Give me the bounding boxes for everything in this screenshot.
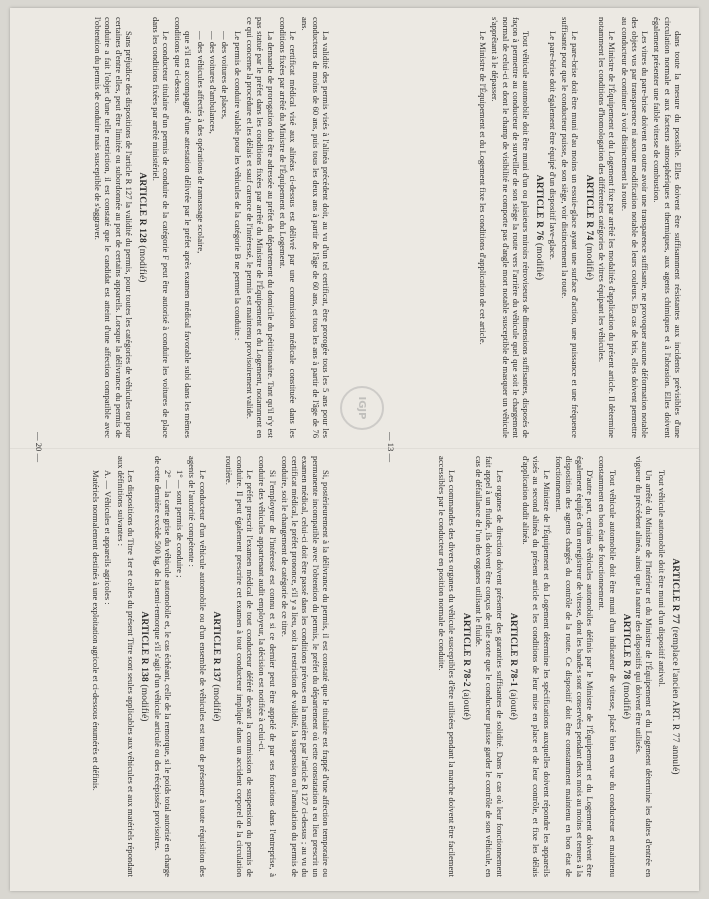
paragraph: Le pare-brise doit être muni d'au moins un essuie-glace ayant une surface d'action, une puissance et une fréquence suffisante pour que le conducteur puisse, de son siège, voir distinctement la route.	[560, 17, 581, 438]
article-heading: ARTICLE R 74 (modifié)	[583, 174, 594, 281]
paragraph: Le conducteur titulaire d'un permis de conduire de la catégorie F peut être autorisé à conduire les voitures de place dans les conditions fixées par arrêté ministériel.	[150, 17, 171, 438]
article-heading: ARTICLE R 78-2 (ajouté)	[460, 612, 471, 721]
paragraph: Tout véhicule automobile doit être muni d'un dispositif antivol.	[656, 470, 667, 687]
paragraph: Un arrêté du Ministre de l'Intérieur et du Ministre de l'Équipement et du Logement détermine les dates d'entrée en vigueur du précédent alinéa, ainsi que la nature des dispositifs qui doivent être utilisés.	[634, 456, 655, 877]
list-item: 1° — sont permis de conduire ;	[175, 470, 186, 578]
page-number: — 13 —	[386, 431, 396, 463]
scanned-document-sheet	[10, 8, 699, 891]
paragraph: D'autre part, certains véhicules automobiles définis par le Ministre de l'Équipement et du Logement doivent être également équipés d'un enregistreur de vitesse, dont les bandes sont conservées pendant deux mois au moins et tenues à la disposition des agents chargés du contrôle de la route. Ce dispositif doit être constamment maintenu en bon état de fonctionnement.	[554, 456, 595, 877]
page-20	[31, 17, 331, 877]
paragraph: Le Ministre de l'Équipement et du Logement détermine les spécifications auxquelles doivent répondre les appareils visés au second alinéa du présent article et les conditions de leur mise en place et de leur contrôle, et fixe les délais d'application dudit alinéa.	[521, 456, 552, 877]
page-13-column-1	[398, 17, 683, 438]
page-20-column-1	[46, 17, 331, 438]
paragraph: A. — Véhicules et appareils agricoles :	[103, 470, 114, 605]
paragraph: La validité des permis visés à l'alinéa précédent doit, au vu d'un tel certificat, être prorogée tous les 5 ans pour les conducteurs de moins de 60 ans, puis tous les deux ans à partir de l'âge de 60 ans, et tous les ans à partir de l'âge de 76 ans.	[300, 17, 331, 438]
paragraph: Tout véhicule automobile doit être muni d'un indicateur de vitesse, placé bien en vue du conducteur et maintenu constamment en bon état de fonctionnement.	[597, 456, 618, 877]
list-item: 2° — la carte grise du véhicule automobile et, le cas échéant, celle de la remorque, si le poids total autorisé en charge de cette dernière excède 500 kg, de la semi-remorque s'il s'agit d'un véhicule articulé ou des récépissés provisoires.	[152, 456, 173, 877]
paragraph: Si, postérieurement à la délivrance du permis, il est constaté que le titulaire est frappé d'une affection temporaire ou permanente incompatible avec l'obtention du permis, le préfet du département où cette constatation a eu lieu prescrit un examen médical, celui-ci doit être passé dans les conditions prévues en la matière par l'article R 127 ci-dessus ; au vu du certificat médical, le préfet prononce, s'il y a lieu, soit la restriction de validité, la suspension ou l'annulation du permis de conduire, soit le changement de catégorie de ce titre.	[279, 456, 331, 877]
article-heading: ARTICLE R 78-1 (ajouté)	[507, 612, 518, 721]
page-number: — 20 —	[34, 431, 44, 463]
paragraph: Le Ministre de l'Équipement et du Logement fixe les conditions d'application de cet article.	[477, 31, 488, 345]
article-heading: ARTICLE R 77 (remplace l'ancien ART. R 77 annulé)	[670, 558, 680, 775]
paragraph: Le Ministre de l'Équipement et du Logement fixe par arrêté les modalités d'application du présent article. Il détermine notamment les conditions d'homologation des différentes catégories de vitres équipant les véhicules.	[596, 17, 618, 438]
paragraph: Matériels normalement destinés à une exploitation agricole et ci-dessous énumérés et définis.	[91, 470, 102, 791]
list-item: — des véhicules affectés à des opérations de ramassage scolaire,	[195, 31, 206, 254]
paragraph: Le préfet prescrit l'examen médical de tout conducteur déféré devant la commission de suspension du permis de conduire. Il peut également prescrire cet examen à tout conducteur impliqué dans un accident corporel de la circulation routière.	[224, 456, 255, 877]
paragraph: Tout véhicule automobile doit être muni d'un ou plusieurs miroirs rétroviseurs de dimensions suffisantes, disposés de façon à permettre au conducteur de surveiller de son siège la route vers l'arrière du véhicule quel que soit le chargement normal de celui-ci et dont le champ de visibilité ne comporte pas d'angle mort notable susceptible de masquer un véhicule s'apprêtant à le dépasser.	[490, 17, 532, 438]
paragraph: Les vitres du pare-brise doivent en outre avoir une transparence suffisante, ne provoquer aucune déformation notable des objets vus par transparence ni aucune modification notable de leurs couleurs. En cas de bris, elles doivent permettre au conducteur de continuer à voir distinctement la route.	[619, 17, 651, 438]
paragraph: Le certificat médical visé aux alinéas ci-dessus est délivré par une commission médicale constituée dans les conditions fixées par arrêté du Ministre de l'Équipement et du Logement.	[277, 17, 299, 438]
article-heading: ARTICLE R 78 (modifié)	[620, 613, 631, 720]
paragraph: Les dispositions du Titre 1er et celles du présent Titre sont seules applicables aux véhicules et aux matériels répondant aux définitions suivantes :	[115, 456, 136, 877]
article-heading: ARTICLE R 137 (modifié)	[211, 611, 222, 722]
list-item: — des voitures d'ambulances,	[208, 31, 219, 134]
article-heading: ARTICLE R 138 (modifié)	[139, 611, 150, 722]
paragraph: Sans préjudice des dispositions de l'article R 127 la validité du permis, pour toutes les catégories de véhicules ou pour certaines d'entre elles, peut être limitée ou subordonnée au port de certains appareils. Lorsque la délivrance du permis de conduire a fait l'objet d'une telle restriction, il est constaté que le candidat est atteint d'une affection compatible avec l'obtention du permis de conduire mais susceptible de s'aggraver.	[93, 17, 134, 438]
article-heading: ARTICLE R 76 (modifié)	[534, 174, 545, 281]
paragraph: Si l'employeur de l'intéressé est connu et si ce dernier peut être appelé de par ses fonctions dans l'entreprise, à conduire des véhicules appartenant audit employeur, la décision est notifiée à celui-ci.	[257, 456, 278, 877]
paragraph: La demande de prorogation doit être adressée au préfet du département du domicile du pétitionnaire. Tant qu'il n'y est pas statué par le préfet dans les conditions fixées par arrêté du Ministre de l'Équipement et du Logement, notamment en ce qui concerne la procédure et les délais et sauf carence de l'intéressé, le permis est maintenu provisoirement valide.	[244, 17, 276, 438]
paragraph: dans toute la mesure du possible. Elles doivent être suffisamment résistantes aux incidents prévisibles d'une circulation normale et aux facteurs atmosphériques et thermiques, aux agents chimiques et à l'abrasion. Elles doivent également présenter une faible vitesse de combustion.	[652, 17, 683, 438]
article-heading: ARTICLE R 128 (modifié)	[137, 172, 148, 283]
list-item: — des voitures de places,	[220, 31, 231, 120]
paragraph: que s'il est accompagné d'une attestation délivrée par le préfet après examen médical favorable subi dans les mêmes conditions que ci-dessus.	[173, 17, 194, 438]
paragraph: Les commandes des divers organes du véhicule susceptibles d'être utilisées pendant la marche doivent être facilement accessibles par le conducteur en position normale de conduite.	[437, 456, 458, 877]
paragraph: Les organes de direction doivent présenter des garanties suffisantes de solidité. Dans le cas où leur fonctionnement fait appel à un fluide, ils doivent être conçus de telle sorte que le conducteur puisse garder le contrôle de son véhicule, en cas de défaillance de l'un des organes utilisant le fluide.	[473, 456, 505, 877]
page-20-column-2	[46, 456, 331, 877]
paragraph: Le conducteur d'un véhicule automobile ou d'un ensemble de véhicules est tenu de présenter à toute réquisition des agents de l'autorité compétente :	[187, 456, 208, 877]
library-stamp: IGJP	[340, 386, 384, 430]
page-13	[383, 17, 683, 877]
paragraph: Le pare-brise doit également être équipé d'un dispositif lave-glace.	[547, 31, 558, 260]
paragraph: Le permis de conduire valable pour les véhicules de la catégorie B ne permet la conduite :	[232, 31, 243, 341]
page-13-column-2	[398, 456, 683, 877]
